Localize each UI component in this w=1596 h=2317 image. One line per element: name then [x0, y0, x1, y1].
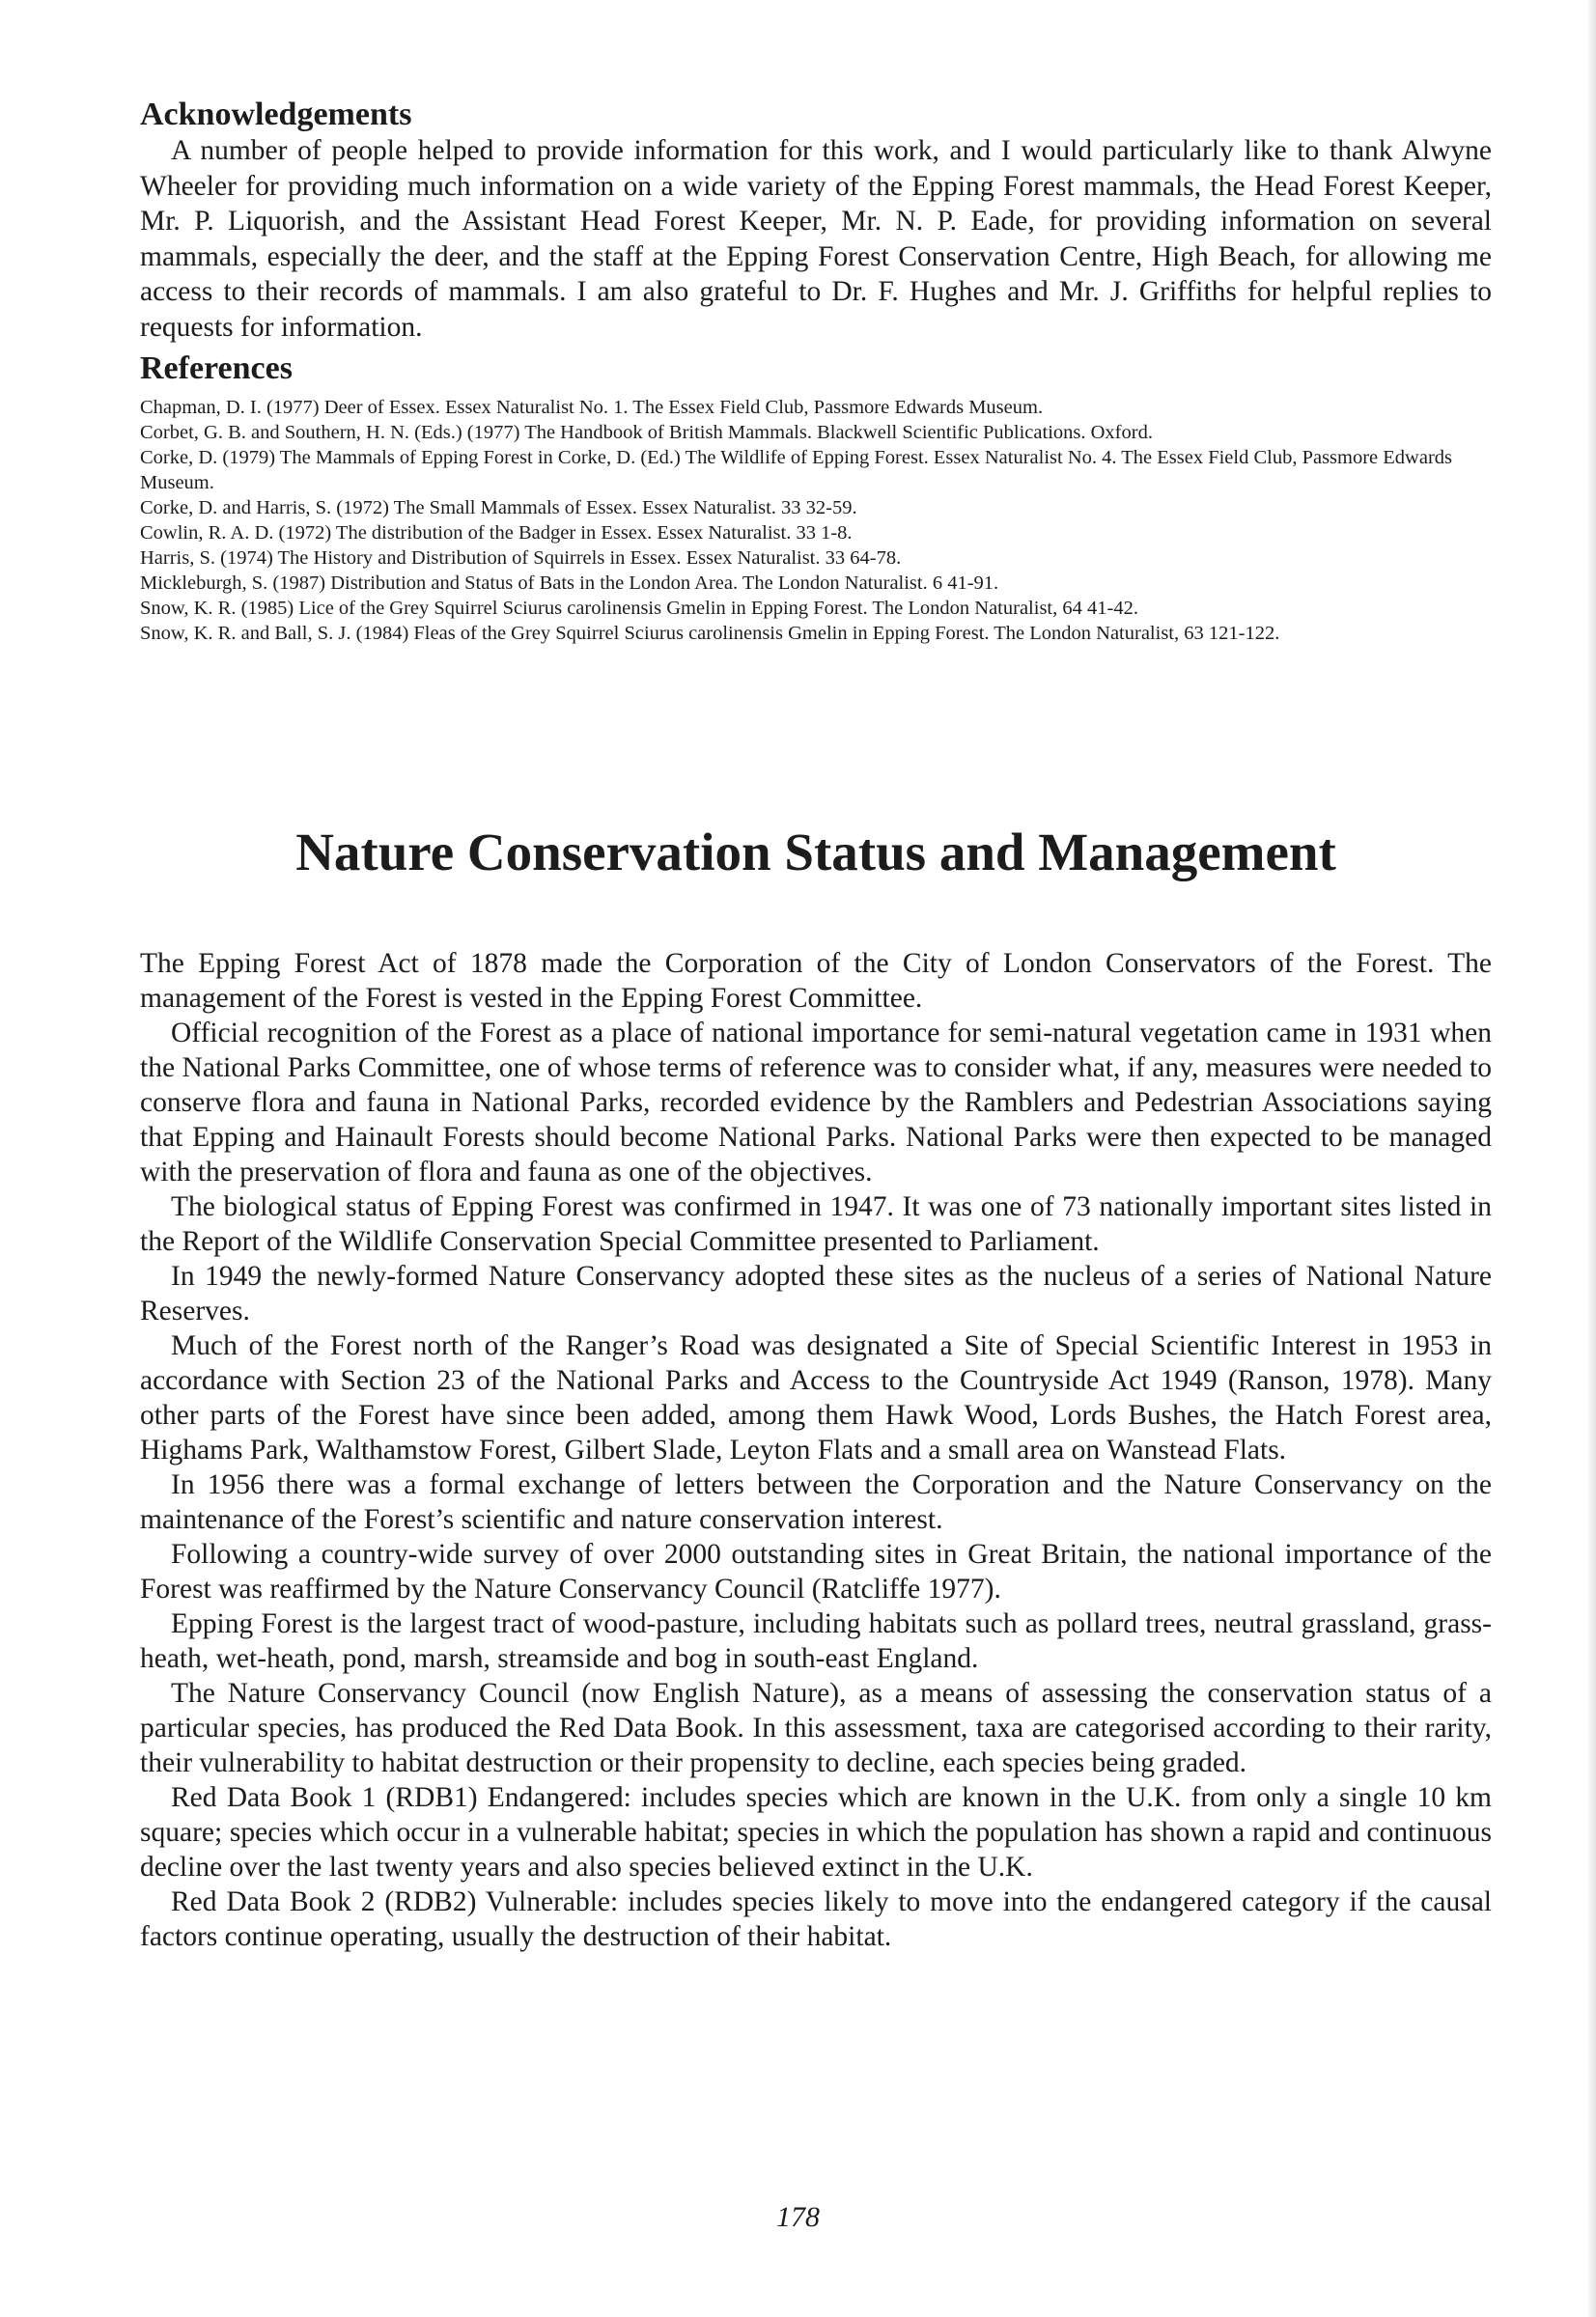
acknowledgements-heading: Acknowledgements	[140, 97, 412, 132]
page-edge-shadow	[1586, 0, 1596, 2317]
reference-item: Harris, S. (1974) The History and Distribution of Squirrels in Essex. Essex Naturalist. 33 64-78.	[140, 547, 902, 569]
reference-item: Corbet, G. B. and Southern, H. N. (Eds.) (1977) The Handbook of British Mammals. Blackwell Scientific Publications. Oxford.	[140, 422, 1153, 443]
reference-item: Chapman, D. I. (1977) Deer of Essex. Essex Naturalist No. 1. The Essex Field Club, Passmore Edwards Museum.	[140, 397, 1044, 418]
section-body	[140, 946, 1492, 1954]
body-paragraph: In 1949 the newly-formed Nature Conservancy adopted these sites as the nucleus of a series of National Nature Reserves.	[140, 1261, 1492, 1326]
body-paragraph: In 1956 there was a formal exchange of letters between the Corporation and the Nature Conservancy on the maintenance of the Forest’s scientific and nature conservation interest.	[140, 1469, 1492, 1535]
reference-item: Corke, D. (1979) The Mammals of Epping Forest in Corke, D. (Ed.) The Wildlife of Epping Forest. Essex Naturalist No. 4. The Essex Field Club, Passmore Edwards Museum.	[140, 447, 1453, 493]
body-paragraph: Red Data Book 1 (RDB1) Endangered: includes species which are known in the U.K. from only a single 10 km square; species which occur in a vulnerable habitat; species in which the population has shown a rapid and continuous decline over the last twenty years and also species believed extinct in the U.K.	[140, 1782, 1492, 1883]
body-paragraph: Much of the Forest north of the Ranger’s Road was designated a Site of Special Scientific Interest in 1953 in accordance with Section 23 of the National Parks and Access to the Countryside Act 1949 (Ranson, 1978). Many other parts of the Forest have since been added, among them Hawk Wood, Lords Bushes, the Hatch Forest area, Highams Park, Walthamstow Forest, Gilbert Slade, Leyton Flats and a small area on Wanstead Flats.	[140, 1330, 1492, 1466]
reference-item: Mickleburgh, S. (1987) Distribution and Status of Bats in the London Area. The London Naturalist. 6 41-91.	[140, 572, 999, 594]
body-paragraph: The Epping Forest Act of 1878 made the Corporation of the City of London Conservators of the Forest. The management of the Forest is vested in the Epping Forest Committee.	[140, 948, 1492, 1014]
references-heading: References	[140, 350, 293, 386]
reference-item: Snow, K. R. and Ball, S. J. (1984) Fleas of the Grey Squirrel Sciurus carolinensis Gmelin in Epping Forest. The London Naturalist, 63 121-122.	[140, 623, 1280, 644]
page	[140, 97, 1492, 1952]
reference-item: Corke, D. and Harris, S. (1972) The Small Mammals of Essex. Essex Naturalist. 33 32-59.	[140, 497, 857, 518]
references-list	[140, 395, 1492, 646]
body-paragraph: Epping Forest is the largest tract of wood-pasture, including habitats such as pollard trees, neutral grassland, grass-heath, wet-heath, pond, marsh, streamside and bog in south-east England.	[140, 1608, 1492, 1674]
section-title: Nature Conservation Status and Management	[295, 823, 1336, 881]
body-paragraph: Official recognition of the Forest as a place of national importance for semi-natural vegetation came in 1931 when the National Parks Committee, one of whose terms of reference was to consider what, if any, measures were needed to conserve flora and fauna in National Parks, recorded evidence by the Ramblers and Pedestrian Associations saying that Epping and Hainault Forests should become National Parks. National Parks were then expected to be managed with the preservation of flora and fauna as one of the objectives.	[140, 1018, 1492, 1187]
body-paragraph: The biological status of Epping Forest was confirmed in 1947. It was one of 73 nationally important sites listed in the Report of the Wildlife Conservation Special Committee presented to Parliament.	[140, 1191, 1492, 1257]
page-number: 178	[776, 2201, 820, 2233]
body-paragraph: Following a country-wide survey of over 2000 outstanding sites in Great Britain, the national importance of the Forest was reaffirmed by the Nature Conservancy Council (Ratcliffe 1977).	[140, 1539, 1492, 1605]
body-paragraph: Red Data Book 2 (RDB2) Vulnerable: includes species likely to move into the endangered category if the causal factors continue operating, usually the destruction of their habitat.	[140, 1886, 1492, 1952]
body-paragraph: The Nature Conservancy Council (now English Nature), as a means of assessing the conservation status of a particular species, has produced the Red Data Book. In this assessment, taxa are categorised according to their rarity, their vulnerability to habitat destruction or their propensity to decline, each species being graded.	[140, 1678, 1492, 1778]
reference-item: Snow, K. R. (1985) Lice of the Grey Squirrel Sciurus carolinensis Gmelin in Epping Forest. The London Naturalist, 64 41-42.	[140, 598, 1138, 619]
acknowledgements-text: A number of people helped to provide information for this work, and I would particularly like to thank Alwyne Wheeler for providing much information on a wide variety of the Epping Forest mammals, the Head Forest Keeper, Mr. P. Liquorish, and the Assistant Head Forest Keeper, Mr. N. P. Eade, for providing information on several mammals, especially the deer, and the staff at the Epping Forest Conservation Centre, High Beach, for allowing me access to their records of mammals. I am also grateful to Dr. F. Hughes and Mr. J. Griffiths for helpful replies to requests for information.	[140, 135, 1492, 343]
reference-item: Cowlin, R. A. D. (1972) The distribution of the Badger in Essex. Essex Naturalist. 33 1-8.	[140, 522, 853, 544]
